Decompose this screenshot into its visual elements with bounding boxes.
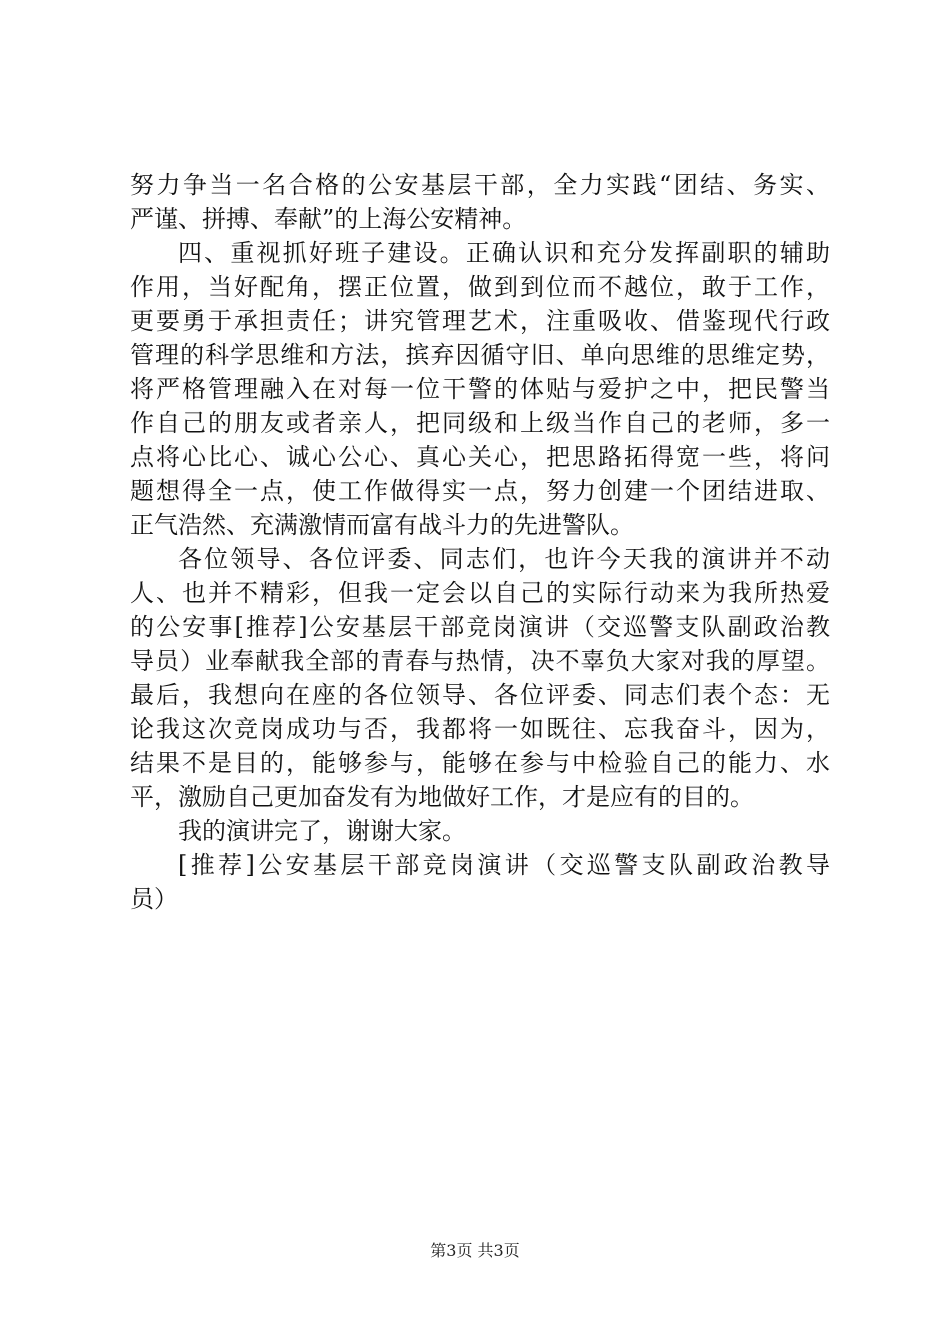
text-line: 点将心比心、诚心公心、真心关心，把思路拓得宽一些，将问 bbox=[130, 443, 830, 471]
text-line: 正气浩然、充满激情而富有战斗力的先进警队。 bbox=[130, 511, 634, 539]
paragraph-5 bbox=[130, 848, 830, 916]
text-line: 作自己的朋友或者亲人，把同级和上级当作自己的老师，多一 bbox=[130, 409, 830, 437]
text-line: 努力争当一名合格的公安基层干部，全力实践“团结、务实、 bbox=[130, 171, 830, 199]
text-line: 题想得全一点，使工作做得实一点，努力创建一个团结进取、 bbox=[130, 477, 830, 505]
text-line: 最后，我想向在座的各位领导、各位评委、同志们表个态：无 bbox=[130, 681, 830, 709]
text-line: 严谨、拼搏、奉献”的上海公安精神。 bbox=[130, 205, 527, 233]
text-line: 的公安事[推荐]公安基层干部竞岗演讲（交巡警支队副政治教 bbox=[130, 613, 830, 641]
paragraph-4 bbox=[130, 814, 830, 848]
text-line: 结果不是目的，能够参与，能够在参与中检验自己的能力、水 bbox=[130, 749, 830, 777]
text-line: 作用，当好配角，摆正位置，做到到位而不越位，敢于工作， bbox=[130, 273, 830, 301]
document-body bbox=[130, 168, 830, 916]
text-line: 各位领导、各位评委、同志们，也许今天我的演讲并不动 bbox=[178, 545, 830, 573]
paragraph-3 bbox=[130, 542, 830, 814]
text-line: 四、重视抓好班子建设。正确认识和充分发挥副职的辅助 bbox=[178, 239, 830, 267]
text-line: 人、也并不精彩，但我一定会以自己的实际行动来为我所热爱 bbox=[130, 579, 830, 607]
text-line: 我的演讲完了，谢谢大家。 bbox=[178, 817, 466, 845]
page-footer: 第3页 共3页 bbox=[430, 1241, 520, 1260]
text-line: 将严格管理融入在对每一位干警的体贴与爱护之中，把民警当 bbox=[130, 375, 830, 403]
text-line: 更要勇于承担责任；讲究管理艺术，注重吸收、借鉴现代行政 bbox=[130, 307, 830, 335]
paragraph-1 bbox=[130, 168, 830, 236]
text-line: 员） bbox=[130, 885, 178, 913]
text-line: [推荐]公安基层干部竞岗演讲（交巡警支队副政治教导 bbox=[178, 851, 830, 879]
text-line: 管理的科学思维和方法，摈弃因循守旧、单向思维的思维定势， bbox=[130, 341, 830, 369]
paragraph-2 bbox=[130, 236, 830, 542]
text-line: 导员）业奉献我全部的青春与热情，决不辜负大家对我的厚望。 bbox=[130, 647, 830, 675]
text-line: 平，激励自己更加奋发有为地做好工作，才是应有的目的。 bbox=[130, 783, 754, 811]
text-line: 论我这次竞岗成功与否，我都将一如既往、忘我奋斗，因为， bbox=[130, 715, 830, 743]
